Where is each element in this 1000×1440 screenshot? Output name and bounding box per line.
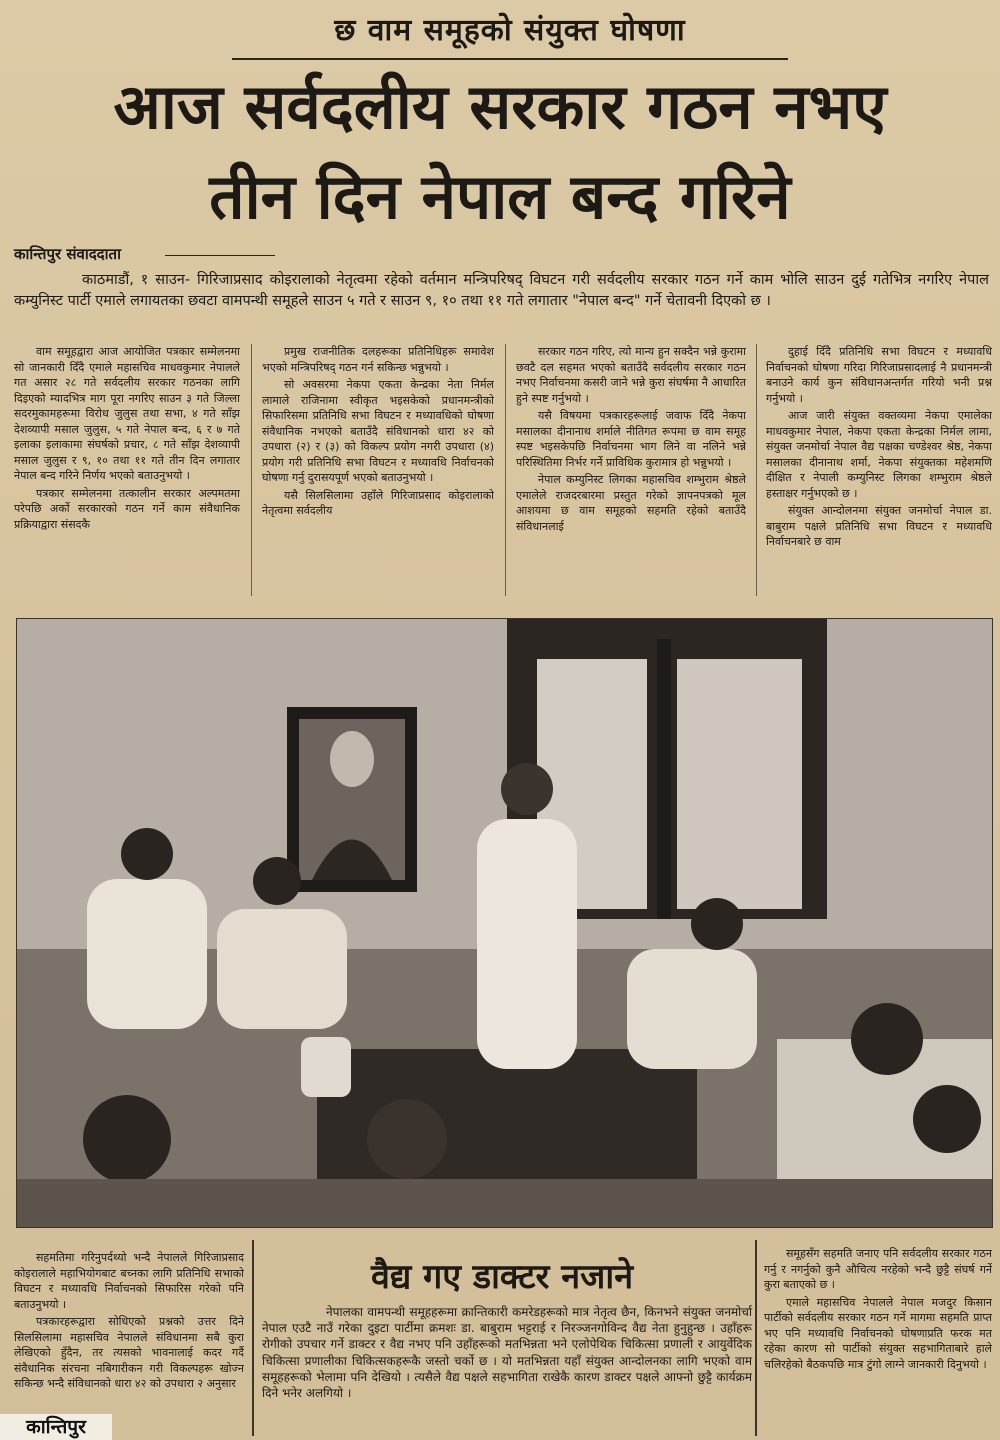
- lead-paragraph: काठमाडौं, १ साउन- गिरिजाप्रसाद कोइरालाको नेतृत्वमा रहेको वर्तमान मन्त्रिपरिषद् विघटन गरी सर्वदलीय सरकार गठन गर्ने काम भोलि साउन दुई गतेभित्र नगरिए नेपाल कम्युनिस्ट पार्टी एमाले लगायतका छवटा वामपन्थी समूहले साउन ५ गते र साउन ९, १० तथा ११ गते लगातार "नेपाल बन्द" गर्ने चेतावनी दिएको छ ।: [14, 272, 989, 309]
- column-2-para-1: प्रमुख राजनीतिक दलहरूका प्रतिनिधिहरू समावेश भएको मन्त्रिपरिषद् गठन गर्न सकिन्छ भन्नुभयो ।: [262, 345, 494, 374]
- column-2-para-3: यसै सिलसिलामा उहाँले गिरिजाप्रसाद कोइरालाको नेतृत्वमा सर्वदलीय: [262, 488, 494, 517]
- bottom-left-para-1: सहमतिमा गरिनुपर्दथ्यो भन्दै नेपालले गिरिजाप्रसाद कोइरालाले महाभियोगबाट बच्नका लागि प्रतिनिधि सभाको विघटन र मध्यावधि निर्वाचनको सिफारिस गरेको पनि बताउनुभयो ।: [14, 1251, 244, 1311]
- bottom-right-para-2: एमाले महासचिव नेपालले नेपाल मजदुर किसान पार्टीको सर्वदलीय सरकार गठन गर्ने मागमा सहमति प्राप्त भए पनि मध्यावधि निर्वाचनको घोषणाप्रति फरक मत रहेका कारण सो पार्टीको संयुक्त सहभागिताबारे हाले चलिरहेको बैठकपछि मात्र टुंगो लाग्ने जानकारी दिनुभयो ।: [764, 1295, 992, 1371]
- column-3: [516, 344, 746, 600]
- column-2-para-2: सो अवसरमा नेकपा एकता केन्द्रका नेता निर्मल लामाले राजिनामा स्वीकृत भइसकेको प्रधानमन्त्रीको सिफारिसमा प्रतिनिधि सभा विघटन र मध्यावधिको घोषणा संवैधानिक नभएको बताउँदै संविधानको धारा ४२ को उपधारा (२) र (३) को विकल्प प्रयोग नगरी उपधारा (४) प्रयोग गरी प्रतिनिधि सभा विघटन र मध्यावधि निर्वाचनको घोषणा गर्नु दुरासयपूर्ण भएको बताउनुभयो ।: [262, 378, 494, 484]
- column-4-para-3: संयुक्त आन्दोलनमा संयुक्त जनमोर्चा नेपाल डा. बाबुराम पक्षले प्रतिनिधि सभा विघटन र मध्यावधि निर्वाचनबारे छ वाम: [766, 504, 992, 548]
- column-3-para-2: यसै विषयमा पत्रकारहरूलाई जवाफ दिँदै नेकपा मसालका दीनानाथ शर्माले नीतिगत रूपमा छ वाम समूह स्पष्ट भइसकेपछि निर्वाचनमा भाग लिने वा नलिने भन्ने परिस्थितिमा निर्भर गर्ने प्राविधिक कुरामात्र हो भन्नुभयो ।: [516, 409, 746, 469]
- sidebox-text: नेपालका वामपन्थी समूहहरूमा क्रान्तिकारी कमरेडहरूको मात्र नेतृत्व छैन, किनभने संयुक्त जनमोर्चा नेपाल एउटै नाउँ गरेका दुइटा पार्टीमा क्रमशः डा. बाबुराम भट्टराई र निरञ्जनगोविन्द वैद्य नेता हुनुहुन्छ । उहाँहरू रोगीको उपचार गर्ने डाक्टर र वैद्य नभए पनि उहाँहरूको मतभिन्नता भने एलोपेथिक चिकित्सा प्रणाली र आयुर्वेदिक चिकित्सा प्रणालीका चिकित्सकहरूकै जस्तो चर्को छ । यो मतभिन्नता यहाँ संयुक्त आन्दोलनका लागि भएको वाम समूहहरूको भेलामा पनि देखियो । त्यसैले वैद्य पक्षले सहभागिता राखेकै कारण डाक्टर पक्षले आफ्नो छुट्टै कार्यक्रम दिने भनेर अलगियो ।: [262, 1305, 752, 1401]
- bottom-left-column: [14, 1250, 244, 1432]
- column-1: [14, 344, 240, 592]
- byline: कान्तिपुर संवाददाता: [14, 245, 121, 263]
- kicker-rule: [232, 58, 788, 60]
- bottom-left-para-2: पत्रकारहरूद्वारा सोधिएको प्रश्नको उत्तर दिने सिलसिलामा महासचिव नेपालले संविधानमा सबै कुरा लेखिएको हुँदैन, तर त्यसको भावनालाई कदर गर्दै संवैधानिक संरचना नबिगारीकन गरी विकल्पहरू खोज्न सकिन्छ भन्दै संविधानको धारा ४२ को उपधारा २ अनुसार: [14, 1315, 244, 1390]
- column-divider: [756, 344, 757, 596]
- news-photo: [16, 618, 993, 1228]
- column-3-para-3: नेपाल कम्युनिस्ट लिगका महासचिव शम्भुराम श्रेष्ठले एमालेले राजदरबारमा प्रस्तुत गरेको ज्ञापनपत्रको मूल आशयमा छ वाम समूहको सहमति रहेको बताउँदै संविधानलाई: [516, 473, 746, 533]
- headline-line-1: आज सर्वदलीय सरकार गठन नभए: [113, 70, 887, 143]
- headline-line-2: तीन दिन नेपाल बन्द गरिने: [209, 160, 791, 233]
- column-4: [766, 344, 992, 600]
- column-1-para-1: वाम समूहद्वारा आज आयोजित पत्रकार सम्मेलनमा सो जानकारी दिँदै एमाले महासचिव माधवकुमार नेपालले गत असार २८ गते सर्वदलीय सरकार गठनका लागि दिइएको म्यादभित्र माग पूरा नगरिए साउन ३ गते जिल्ला सदरमुकामहरूमा विरोध जुलुस तथा सभा, ४ गते साँझ देशव्यापी मसाल जुलुस, ५ गते नेपाल बन्द, ६ र ७ गते इलाका इलाकामा संघर्षको प्रचार, ८ गते साँझ देशव्यापी मसाल जुलुस र ९, १० तथा ११ गते तीन दिन लगातार नेपाल बन्द गरिने निर्णय भएको बताउनुभयो ।: [14, 345, 240, 482]
- column-4-para-1: दुहाई दिँदै प्रतिनिधि सभा विघटन र मध्यावधि निर्वाचनको घोषणा गरिदा गिरिजाप्रसादलाई नै प्रधानमन्त्री बनाउने कार्य कुन संविधानअन्तर्गत गरियो भनी प्रश्न गर्नुभयो ।: [766, 345, 992, 405]
- column-divider: [505, 344, 506, 596]
- sidebox-title: वैद्य गए डाक्टर नजाने: [370, 1257, 634, 1297]
- sidebox-border: [252, 1240, 254, 1436]
- column-1-para-2: पत्रकार सम्मेलनमा तत्कालीन सरकार अल्पमतमा परेपछि अर्को सरकारको गठन गर्ने काम संवैधानिक प्रक्रियाद्वारा संसदकै: [14, 486, 240, 531]
- sidebox-border: [755, 1240, 757, 1436]
- bottom-right-column: [764, 1246, 992, 1432]
- bottom-right-para-1: समूहसँग सहमति जनाए पनि सर्वदलीय सरकार गठन गर्नु र नगर्नुको कुनै औचित्य नरहेको भन्दै छुट्टै संघर्ष गर्ने कुरा बताएको छ ।: [764, 1247, 992, 1291]
- kicker: छ वाम समूहको संयुक्त घोषणा: [334, 13, 686, 48]
- photo-illustration: [17, 619, 992, 1227]
- masthead-logo: कान्तिपुर: [0, 1414, 112, 1440]
- column-4-para-2: आज जारी संयुक्त वक्तव्यमा नेकपा एमालेका माधवकुमार नेपाल, नेकपा एकता केन्द्रका निर्मल लामा, संयुक्त जनमोर्चा नेपाल वैद्य पक्षका चण्डेश्वर श्रेष्ठ, नेकपा मसालका दीनानाथ शर्मा, नेकपा संयुक्तका महेशमणि दीक्षित र नेपाली कम्युनिस्ट लिगका शम्भुराम श्रेष्ठले हस्ताक्षर गर्नुभएको छ ।: [766, 409, 992, 500]
- column-3-para-1: सरकार गठन गरिए, त्यो मान्य हुन सक्दैन भन्ने कुरामा छवटै दल सहमत भएको बताउँदै सर्वदलीय सरकार गठन नभए निर्वाचनमा कसरी जाने भन्ने कुरा संघर्षमा नै आधारित हुने स्पष्ट गर्नुभयो ।: [516, 345, 746, 405]
- column-divider: [251, 344, 252, 596]
- column-2: [262, 344, 494, 600]
- byline-rule: [165, 255, 275, 256]
